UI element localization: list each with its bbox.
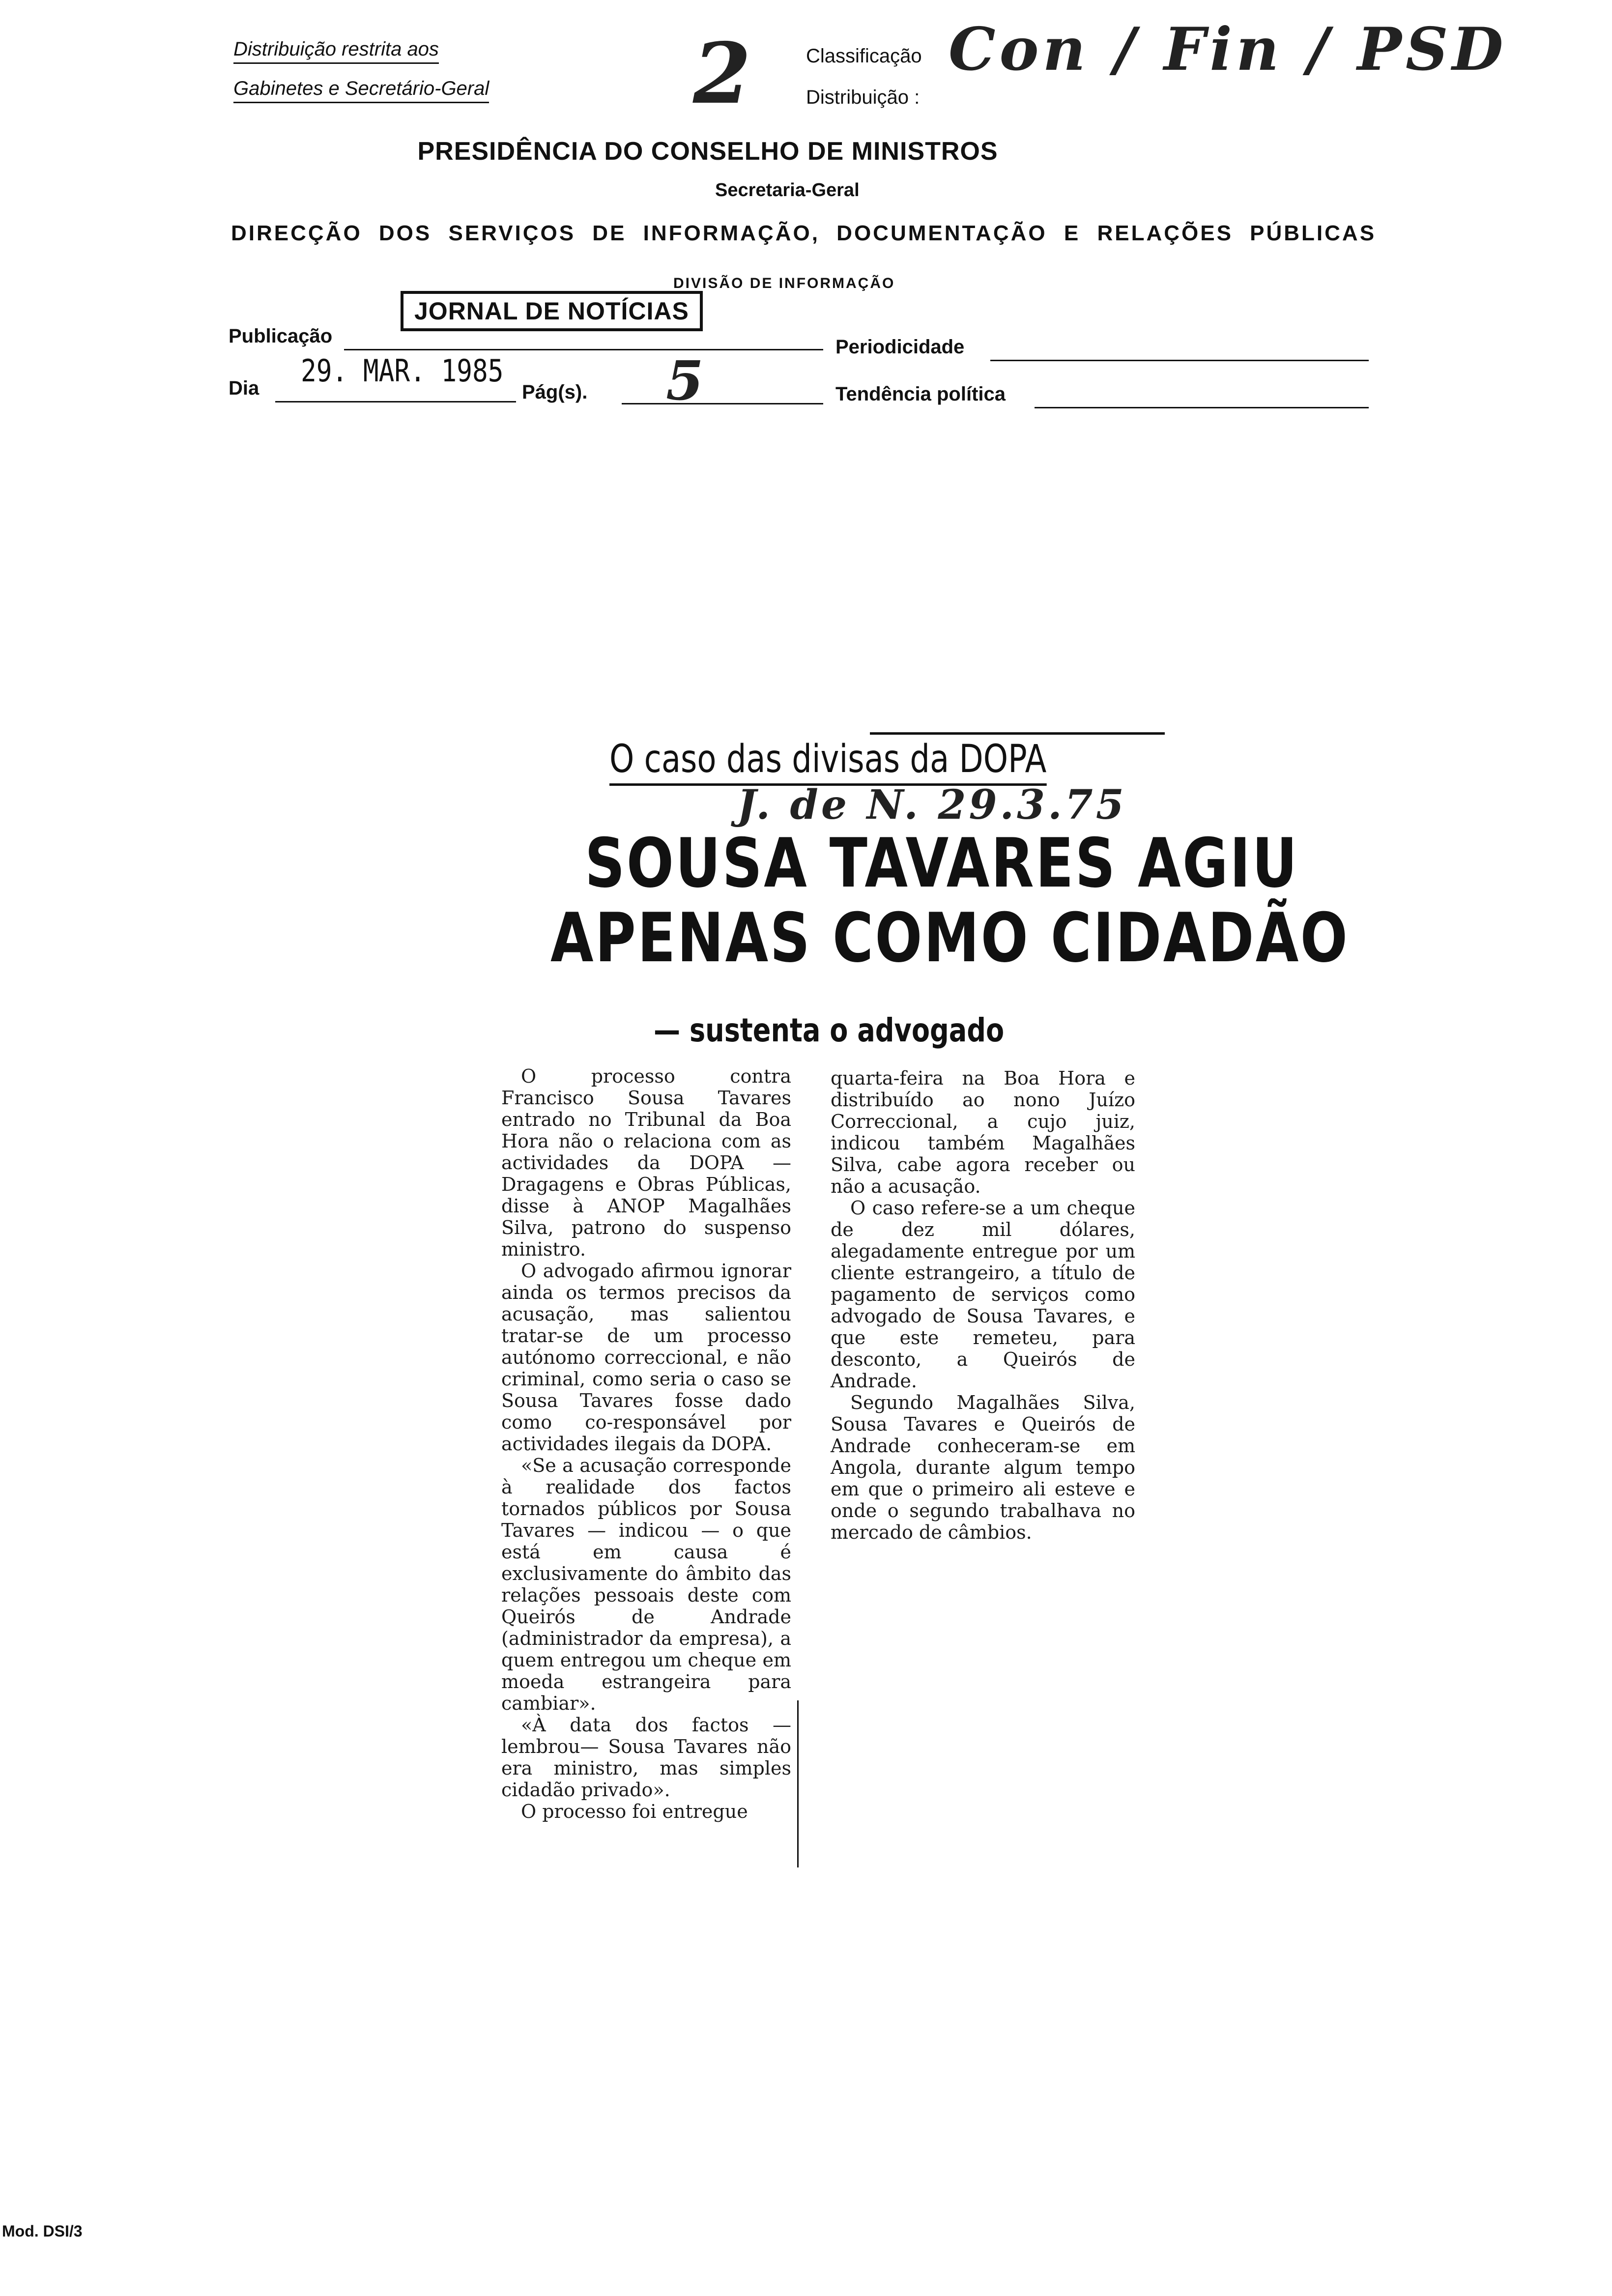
pags-rule [622, 403, 823, 404]
article-column-1 [501, 1065, 791, 1822]
handwritten-classification: Con / Fin / PSD [949, 15, 1507, 84]
model-reference: Mod. DSI/3 [2, 2222, 83, 2240]
column1-paragraph: O processo foi entregue [521, 1801, 748, 1822]
tendencia-rule [1035, 407, 1369, 408]
column2-paragraph: quarta-feira na Boa Hora e distribuído ao nono Juízo Correccional, a cujo juiz, indicou também Magalhães Silva, cabe agora receber ou não a acusação. [831, 1067, 1135, 1197]
article-column-2 [831, 1067, 1135, 1543]
tendencia-label: Tendência política [835, 383, 1006, 405]
periodicidade-rule [990, 360, 1369, 361]
classificacao-label: Classificação [806, 45, 922, 67]
handwritten-number: 2 [693, 25, 751, 123]
clipping-top-rule [870, 732, 1165, 735]
dia-label: Dia [229, 377, 259, 399]
restriction-line-2: Gabinetes e Secretário-Geral [233, 78, 489, 103]
distribuicao-label: Distribuição : [806, 86, 920, 108]
article-subhead: — sustenta o advogado [654, 1011, 1005, 1049]
dia-rule [275, 401, 516, 402]
ministry-title: PRESIDÊNCIA DO CONSELHO DE MINISTROS [417, 137, 998, 166]
divisao-title: DIVISÃO DE INFORMAÇÃO [673, 275, 895, 291]
column1-paragraph: O processo contra Francisco Sousa Tavares entrado no Tribunal da Boa Hora não o relaciona com as actividades da DOPA — Dragagens e Obras Públicas, disse à ANOP Magalhães Silva, patrono do suspenso ministro. [501, 1065, 791, 1260]
periodicidade-label: Periodicidade [835, 336, 965, 358]
column2-paragraph: O caso refere-se a um cheque de dez mil dólares, alegadamente entregue por um cliente estrangeiro, a título de pagamento de serviços como advogado de Sousa Tavares, e que este remeteu, para desconto, a Queirós de Andrade. [831, 1197, 1135, 1392]
direccao-title: DIRECÇÃO DOS SERVIÇOS DE INFORMAÇÃO, DOCUMENTAÇÃO E RELAÇÕES PÚBLICAS [231, 221, 1377, 245]
column1-paragraph: O advogado afirmou ignorar ainda os termos precisos da acusação, mas salientou tratar-se de um processo autónomo correccional, e não criminal, como seria o caso se Sousa Tavares fosse dado como co-responsável por actividades ilegais da DOPA. [501, 1260, 791, 1455]
handwritten-clip-note: J. de N. 29.3.75 [737, 781, 1127, 829]
handwritten-page: 5 [666, 349, 704, 412]
column1-paragraph: «Se a acusação corresponde à realidade dos factos tornados públicos por Sousa Tavares — indicou — o que está em causa é exclusivamente do âmbito das relações pessoais deste com Queirós de Andrade (administrador da empresa), a quem entregou um cheque em moeda estrangeira para cambiar». [501, 1455, 791, 1714]
date-stamp: 29. MAR. 1985 [301, 353, 504, 389]
publicacao-rule [344, 349, 823, 350]
pags-label: Pág(s). [522, 381, 588, 403]
publication-stamp: JORNAL DE NOTÍCIAS [401, 291, 703, 331]
column2-paragraph: Segundo Magalhães Silva, Sousa Tavares e Queirós de Andrade conheceram-se em Angola, durante algum tempo em que o primeiro ali esteve e onde o segundo trabalhava no mercado de câmbios. [831, 1392, 1135, 1543]
column1-paragraph: «À data dos factos — lembrou— Sousa Tavares não era ministro, mas simples cidadão privado». [501, 1714, 791, 1801]
headline-line-2: APENAS COMO CIDADÃO [550, 898, 1350, 977]
secretaria-geral: Secretaria-Geral [715, 180, 860, 201]
restriction-line-1: Distribuição restrita aos [233, 38, 439, 64]
column-divider [797, 1700, 799, 1867]
article-kicker: O caso das divisas da DOPA [609, 737, 1046, 786]
publicacao-label: Publicação [229, 325, 333, 347]
headline-line-1: SOUSA TAVARES AGIU [585, 824, 1299, 903]
